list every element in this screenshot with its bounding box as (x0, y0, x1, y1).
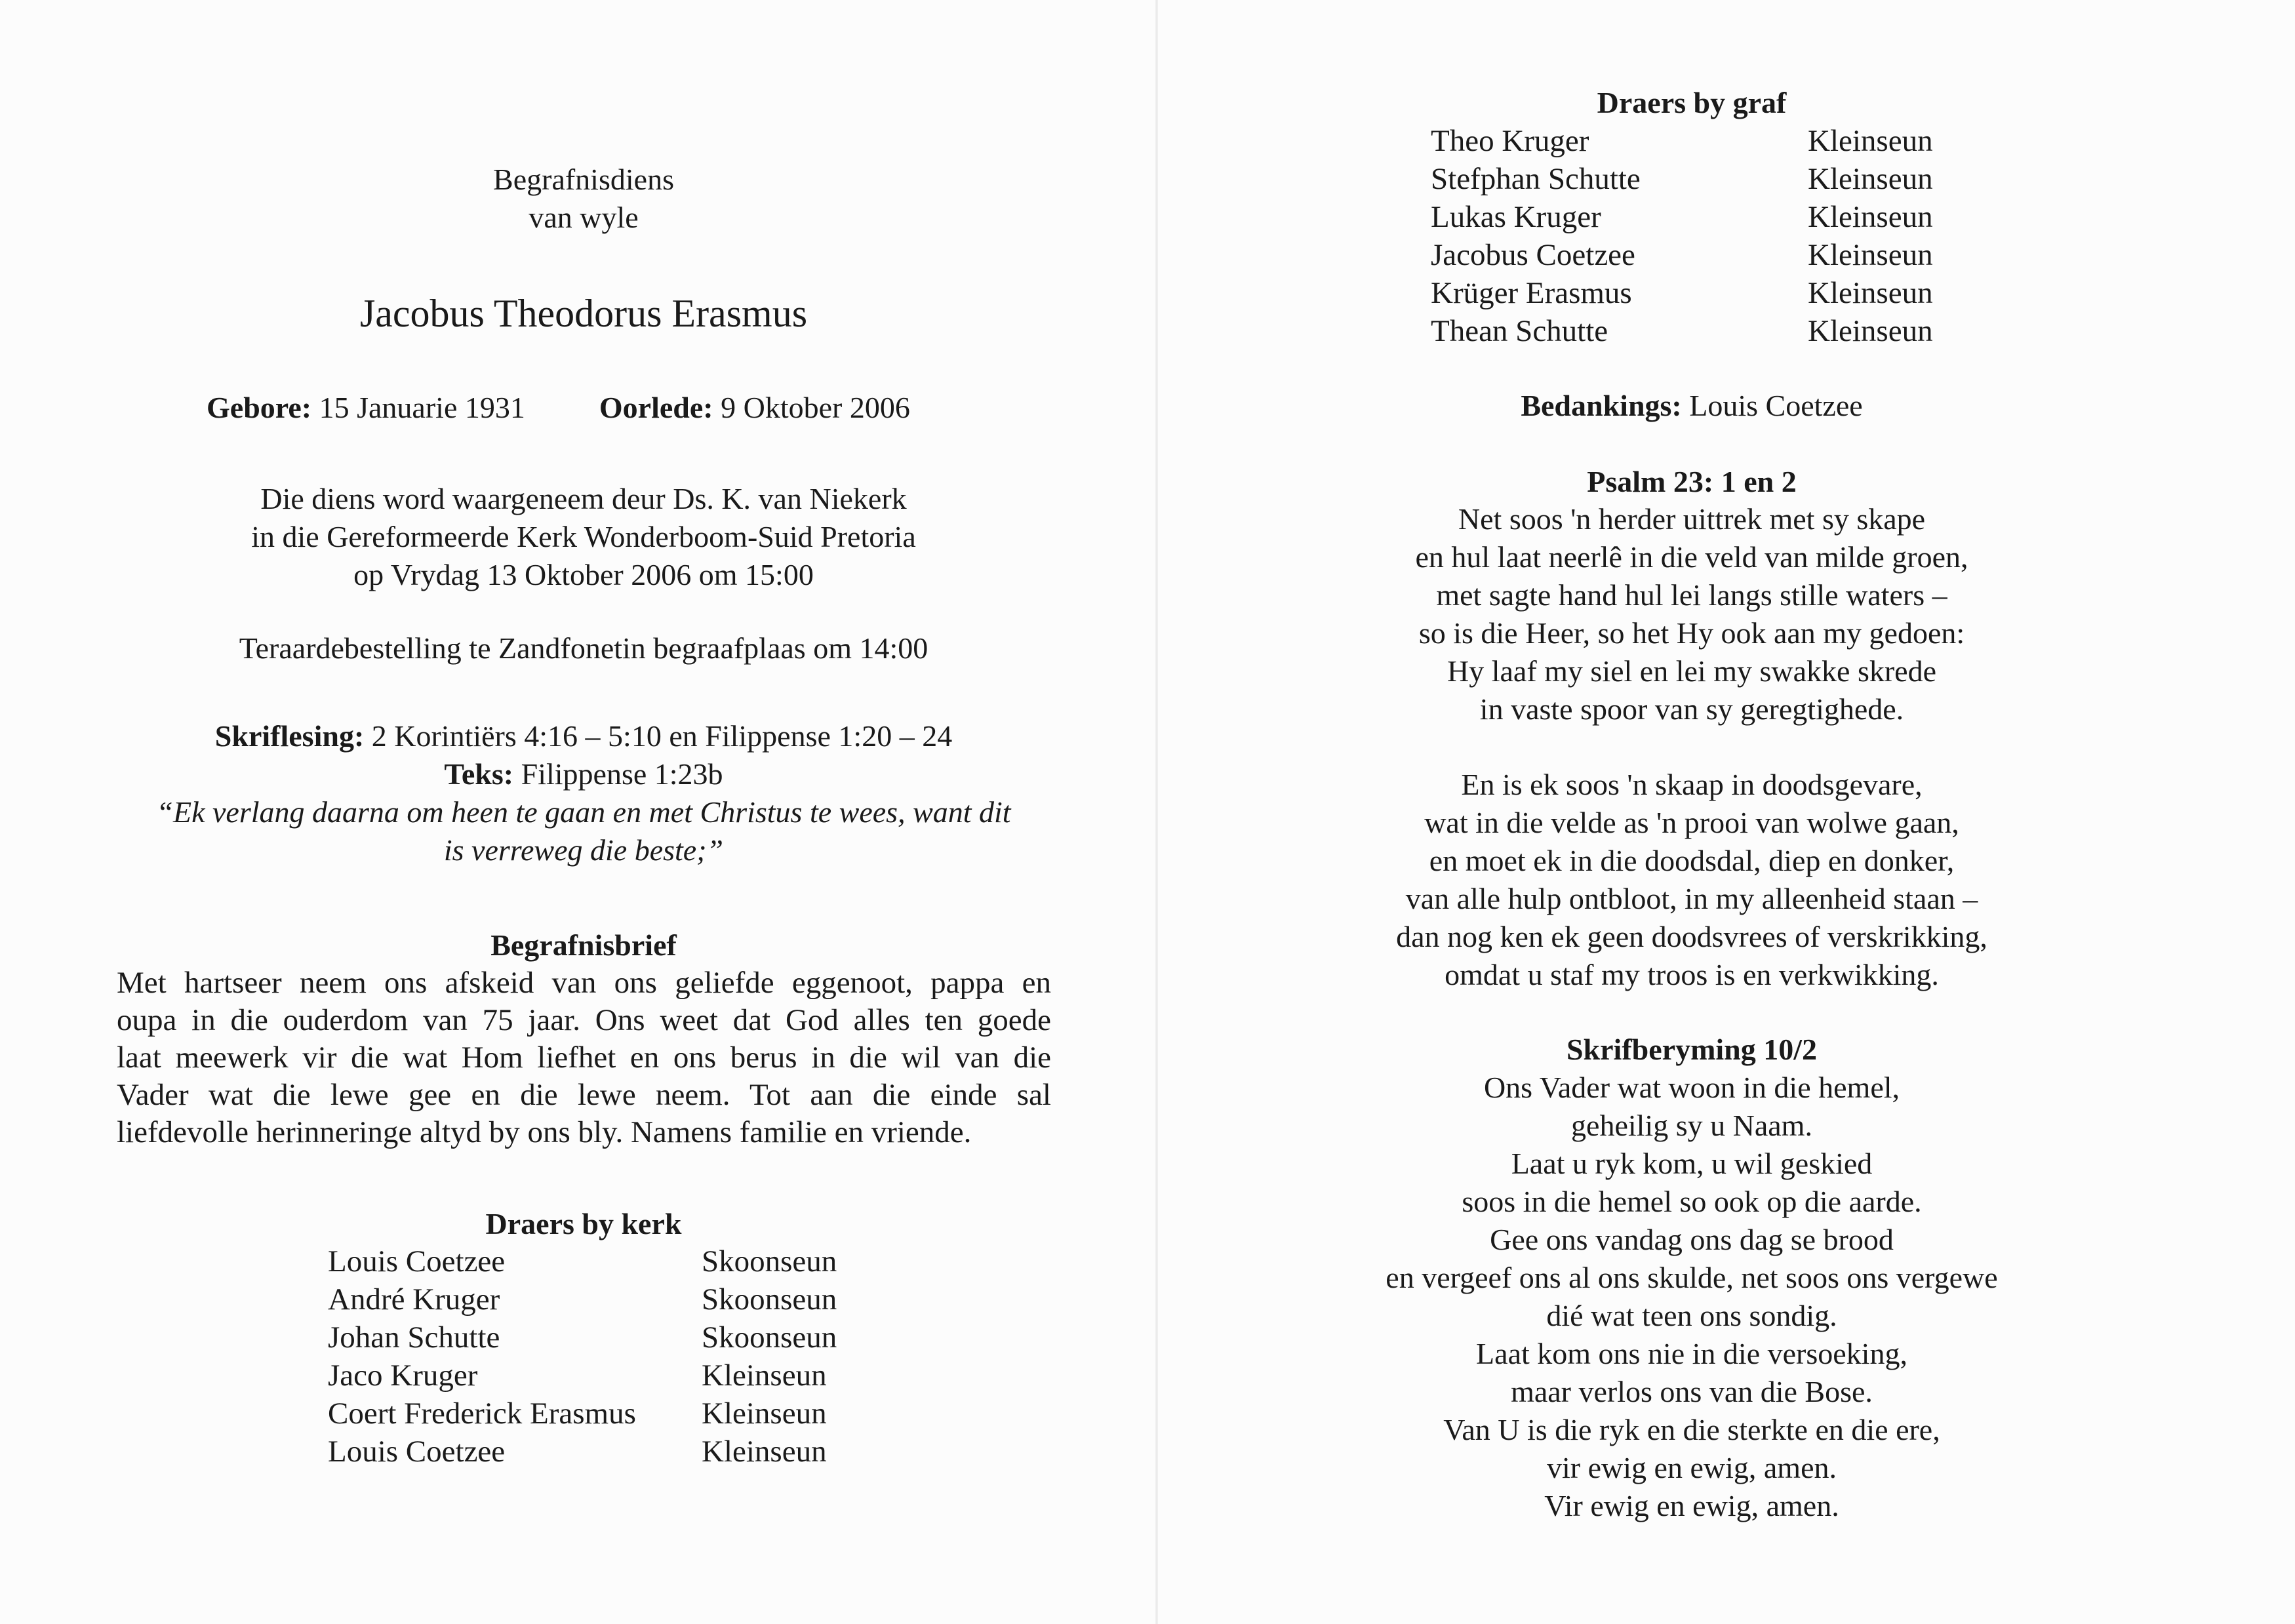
died-value: 9 Oktober 2006 (721, 391, 910, 424)
list-item (1431, 160, 2021, 198)
list-item (1431, 236, 2021, 274)
bearer-relation: Skoonseun (702, 1320, 837, 1355)
bearer-name: Coert Frederick Erasmus (328, 1396, 636, 1431)
deceased-name: Jacobus Theodorus Erasmus (359, 292, 808, 335)
hymn-line: geheilig sy u Naam. (1571, 1109, 1812, 1142)
grave-bearers-list (1431, 122, 2021, 350)
list-item (328, 1433, 918, 1471)
letter-heading: Begrafnisbrief (490, 928, 677, 962)
thanks-label: Bedankings: (1521, 389, 1682, 422)
bearer-relation: Kleinseun (702, 1396, 827, 1431)
bearer-name: Thean Schutte (1431, 314, 1608, 348)
intro-line-1: Begrafnisdiens (493, 163, 674, 196)
thanks-value: Louis Coetzee (1689, 389, 1863, 422)
verse-line: in vaste spoor van sy geregtighede. (1479, 692, 1904, 726)
letter-line: laat meewerk vir die wat Hom liefhet en ons berus in die wil van die (117, 1040, 1051, 1075)
thanks-row (1305, 387, 2079, 425)
list-item (1431, 274, 2021, 312)
scripture-reading (111, 717, 1056, 869)
fold-line (1155, 0, 1158, 1624)
letter-body (117, 964, 1051, 1151)
bearer-relation: Kleinseun (1808, 238, 1933, 272)
verse-line: omdat u staf my troos is en verkwikking. (1445, 958, 1939, 991)
verse-line: dan nog ken ek geen doodsvrees of verskrikking, (1396, 920, 1987, 953)
bearer-relation: Kleinseun (702, 1358, 827, 1393)
hymn-line: vir ewig en ewig, amen. (1547, 1451, 1837, 1484)
letter-line: oupa in die ouderdom van 75 jaar. Ons weet dat God alles ten goede (117, 1003, 1051, 1037)
burial-line: Teraardebestelling te Zandfonetin begraafplaas om 14:00 (239, 631, 928, 665)
list-item (1431, 312, 2021, 350)
service-line: in die Gereformeerde Kerk Wonderboom-Suid Pretoria (251, 520, 916, 553)
reading-label: Skriflesing: (214, 719, 365, 753)
church-bearers-heading: Draers by kerk (485, 1207, 682, 1240)
hymn-line: Laat u ryk kom, u wil geskied (1511, 1147, 1873, 1180)
bearer-name: Jacobus Coetzee (1431, 238, 1635, 272)
list-item (328, 1242, 918, 1280)
bearer-name: Jaco Kruger (328, 1358, 478, 1393)
bearer-relation: Kleinseun (702, 1435, 827, 1469)
church-bearers-list (328, 1242, 918, 1471)
bearer-name: Louis Coetzee (328, 1244, 506, 1278)
bearer-name: André Kruger (328, 1282, 500, 1317)
psalm-verse-2 (1305, 766, 2079, 994)
bearer-relation: Kleinseun (1808, 200, 1933, 234)
bearer-relation: Skoonseun (702, 1244, 837, 1278)
intro-heading (111, 161, 1056, 237)
verse-line: Hy laaf my siel en lei my swakke skrede (1447, 654, 1936, 688)
quote-line: is verreweg die beste;” (443, 833, 724, 867)
bearer-relation: Kleinseun (1808, 314, 1933, 348)
list-item (1431, 122, 2021, 160)
bearer-relation: Kleinseun (1808, 162, 1933, 196)
bearer-name: Johan Schutte (328, 1320, 500, 1355)
bearer-name: Louis Coetzee (328, 1435, 506, 1469)
bearer-name: Lukas Kruger (1431, 200, 1601, 234)
bearer-relation: Kleinseun (1808, 124, 1933, 158)
psalm-verse-1 (1305, 500, 2079, 728)
service-line: op Vrydag 13 Oktober 2006 om 15:00 (353, 558, 814, 591)
verse-line: wat in die velde as 'n prooi van wolwe gaan, (1424, 806, 1959, 839)
hymn-body (1305, 1069, 2079, 1525)
verse-line: en hul laat neerlê in die veld van milde groen, (1415, 540, 1968, 574)
verse-line: En is ek soos 'n skaap in doodsgevare, (1461, 768, 1923, 801)
bearer-relation: Skoonseun (702, 1282, 837, 1317)
service-line: Die diens word waargeneem deur Ds. K. van Niekerk (260, 482, 907, 515)
hymn-line: Laat kom ons nie in die versoeking, (1476, 1337, 1907, 1370)
hymn-line: Gee ons vandag ons dag se brood (1490, 1223, 1894, 1256)
verse-line: Net soos 'n herder uittrek met sy skape (1458, 502, 1926, 536)
list-item (328, 1318, 918, 1357)
text-label: Teks: (444, 757, 514, 791)
hymn-line: Vir ewig en ewig, amen. (1544, 1489, 1839, 1522)
verse-line: van alle hulp ontbloot, in my alleenheid staan – (1405, 882, 1978, 915)
bearer-name: Stefphan Schutte (1431, 162, 1641, 196)
hymn-heading: Skrifberyming 10/2 (1566, 1033, 1818, 1066)
letter-line: liefdevolle herinneringe altyd by ons bly. Namens familie en vriende. (117, 1115, 972, 1149)
list-item (328, 1280, 918, 1318)
bearer-name: Krüger Erasmus (1431, 276, 1632, 310)
hymn-line: soos in die hemel so ook op die aarde. (1462, 1185, 1922, 1218)
verse-line: met sagte hand hul lei langs stille waters – (1436, 578, 1947, 612)
reading-value: 2 Korintiërs 4:16 – 5:10 en Filippense 1:20 – 24 (371, 719, 953, 753)
hymn-line: Van U is die ryk en die sterkte en die ere, (1443, 1413, 1940, 1446)
born-value: 15 Januarie 1931 (319, 391, 525, 424)
dates-row (207, 389, 1059, 427)
letter-line: Vader wat die lewe gee en die lewe neem. Tot aan die einde sal (117, 1078, 1051, 1112)
verse-line: so is die Heer, so het Hy ook aan my gedoen: (1418, 616, 1965, 650)
list-item (328, 1395, 918, 1433)
hymn-line: maar verlos ons van die Bose. (1511, 1375, 1873, 1408)
intro-line-2: van wyle (529, 201, 639, 234)
list-item (1431, 198, 2021, 236)
reading-row (111, 717, 1056, 755)
bearer-relation: Kleinseun (1808, 276, 1933, 310)
text-value: Filippense 1:23b (521, 757, 723, 791)
hymn-line: dié wat teen ons sondig. (1546, 1299, 1837, 1332)
hymn-line: Ons Vader wat woon in die hemel, (1483, 1071, 1900, 1104)
list-item (328, 1357, 918, 1395)
hymn-line: en vergeef ons al ons skulde, net soos ons vergewe (1386, 1261, 1998, 1294)
text-row (111, 755, 1056, 793)
bearer-name: Theo Kruger (1431, 124, 1589, 158)
verse-line: en moet ek in die doodsdal, diep en donker, (1429, 844, 1955, 877)
died-label: Oorlede: (599, 391, 713, 424)
quote-line: “Ek verlang daarna om heen te gaan en met Christus te wees, want dit (156, 795, 1011, 829)
born-label: Gebore: (207, 391, 312, 424)
letter-line: Met hartseer neem ons afskeid van ons geliefde eggenoot, pappa en (117, 966, 1051, 1000)
psalm-heading: Psalm 23: 1 en 2 (1587, 465, 1797, 498)
service-details (111, 480, 1056, 594)
grave-bearers-heading: Draers by graf (1597, 86, 1787, 119)
